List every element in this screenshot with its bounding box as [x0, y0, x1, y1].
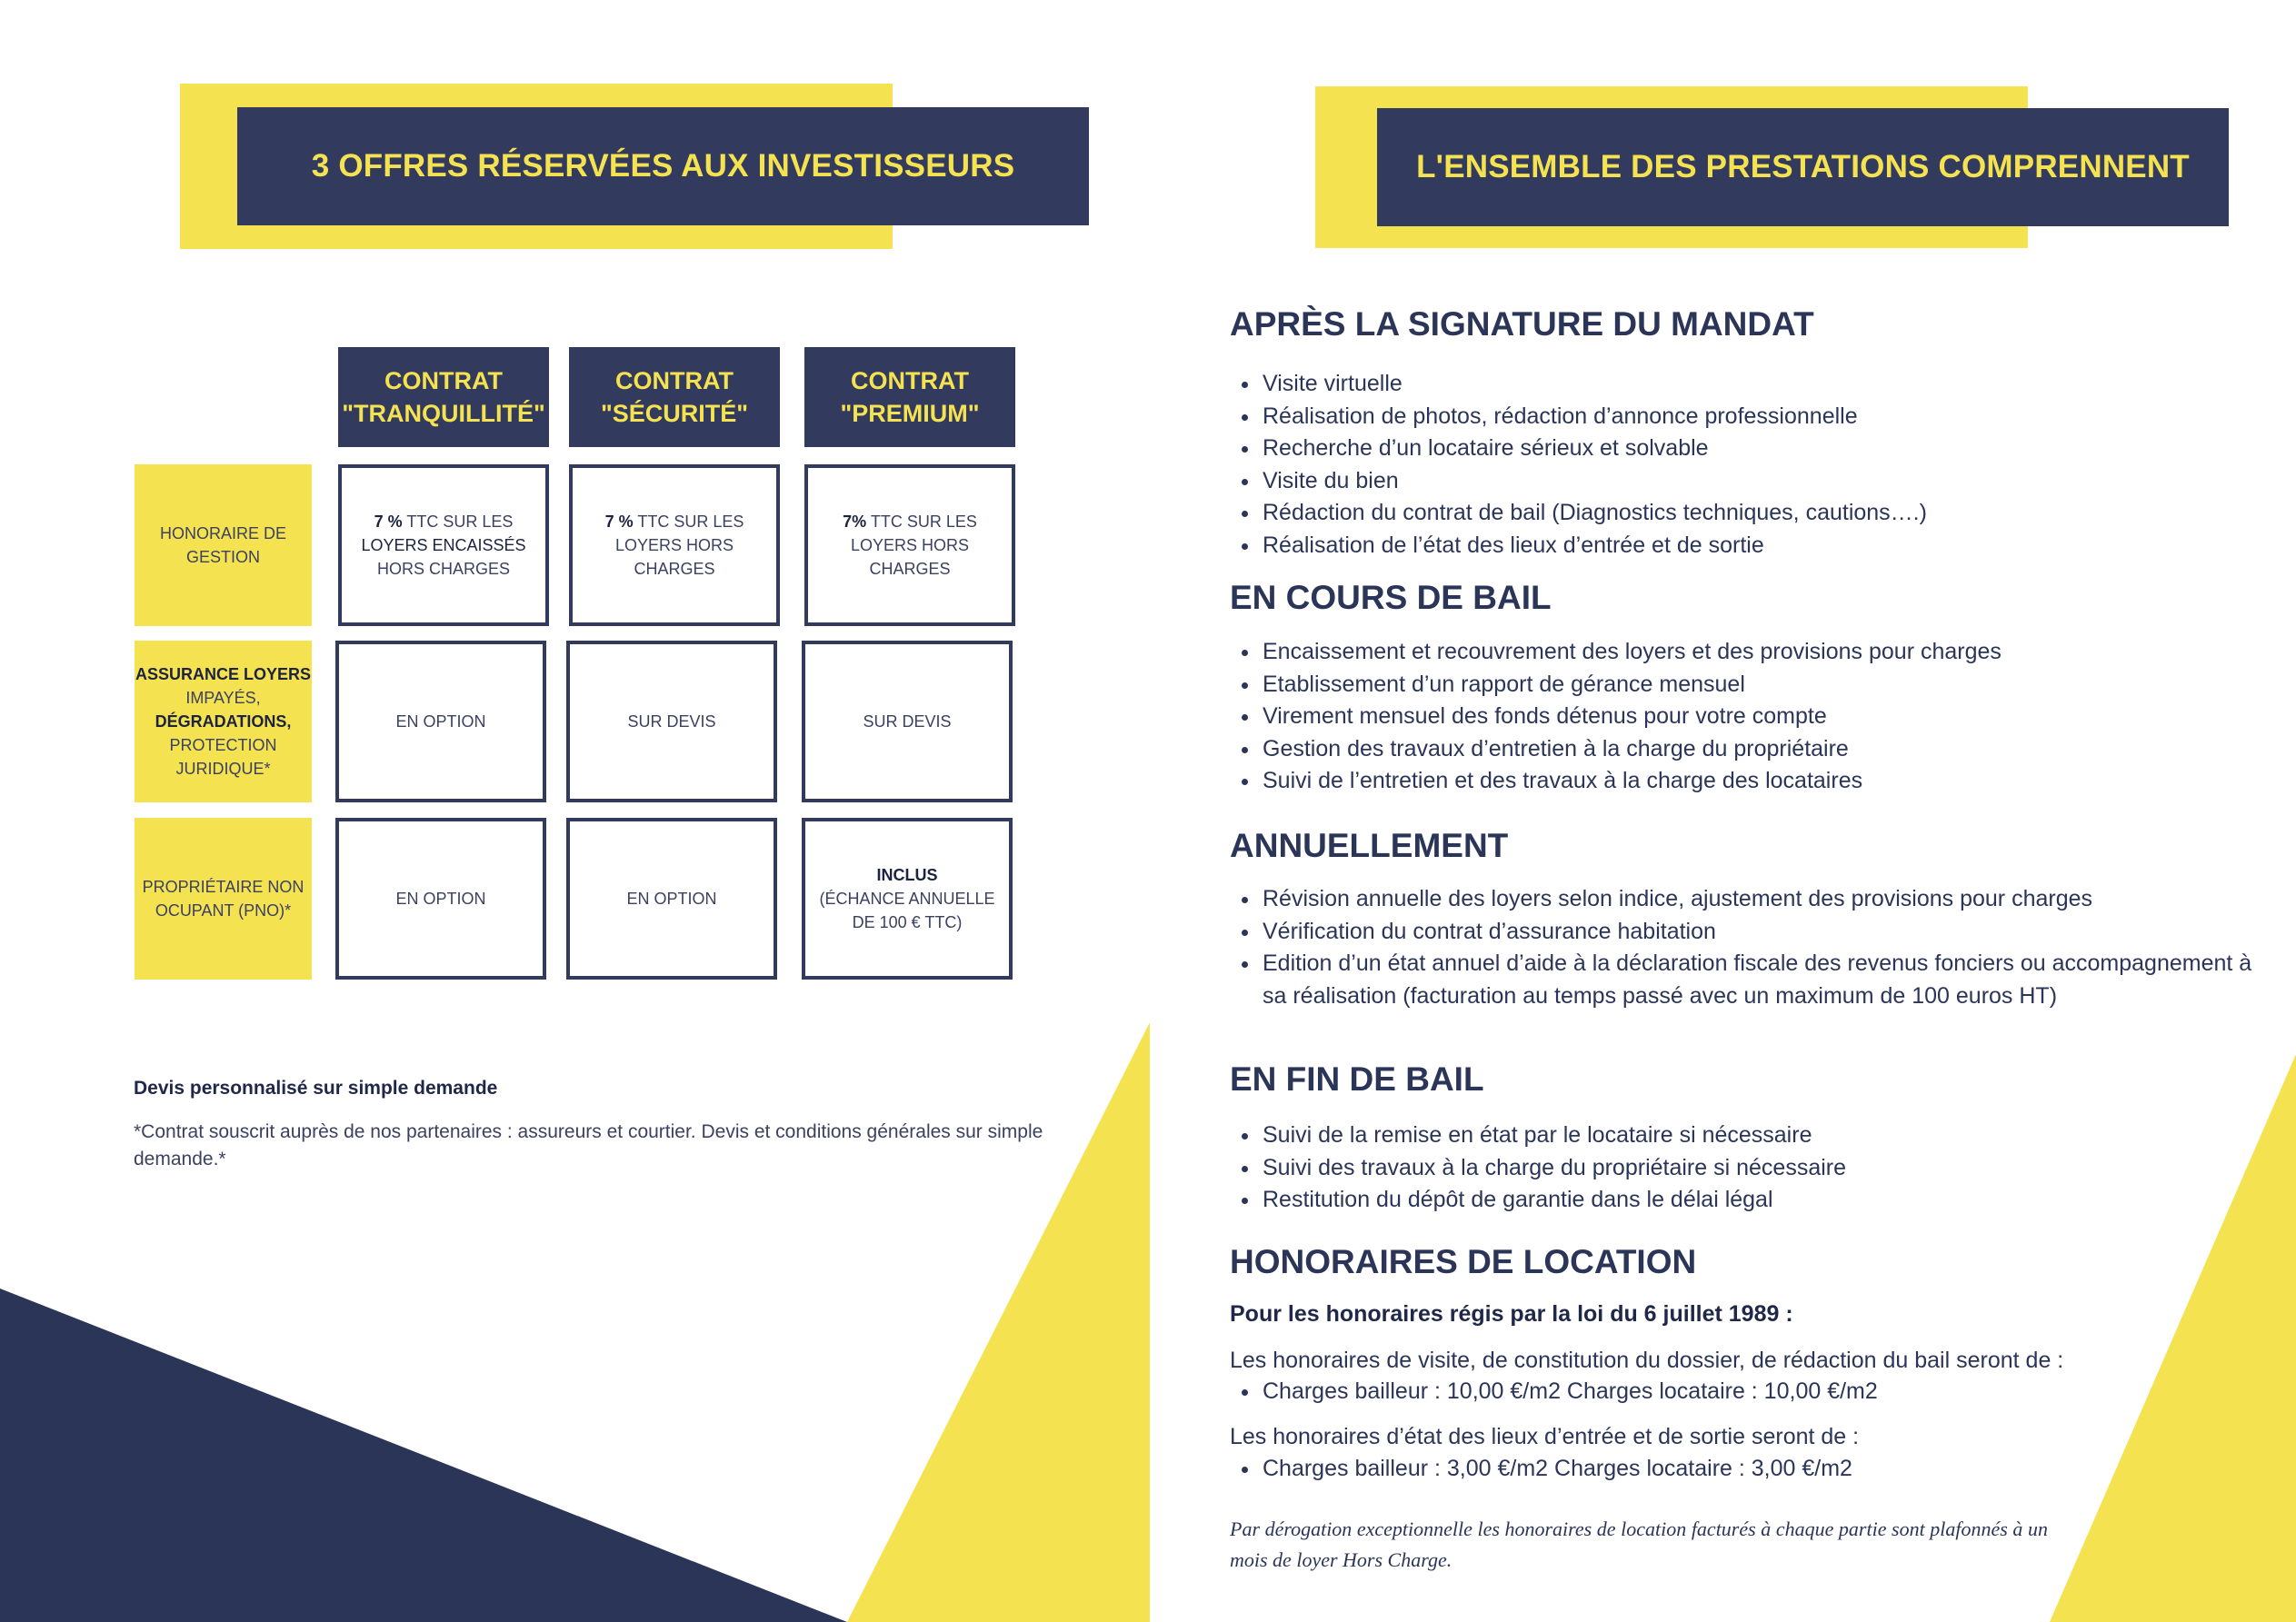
- list-item: • Visite virtuelle: [1261, 368, 2261, 401]
- section-list-fin-de-bail: [1230, 1119, 2261, 1217]
- list-item: • Recherche d’un locataire sérieux et solvable: [1261, 433, 2261, 465]
- row-header-pno: PROPRIÉTAIRE NON OCUPANT (PNO)*: [135, 818, 312, 980]
- cell-pno-securite: EN OPTION: [566, 818, 777, 980]
- cell-pno-premium: INCLUS (ÉCHANCE ANNUELLE DE 100 € TTC): [802, 818, 1013, 980]
- section-title-location: HONORAIRES DE LOCATION: [1230, 1243, 1697, 1280]
- footnote: *Contrat souscrit auprès de nos partenaires : assureurs et courtier. Devis et conditions générales sur simple demande.*: [134, 1121, 1043, 1169]
- list-item: • Suivi de la remise en état par le locataire si nécessaire: [1261, 1119, 2261, 1152]
- cell-assurance-premium: SUR DEVIS: [802, 641, 1013, 802]
- location-note: Par dérogation exceptionnelle les honoraires de location facturés à chaque partie sont plafonnés à un mois de loyer Hors Charge.: [1230, 1518, 2048, 1571]
- right-header-title: L'ENSEMBLE DES PRESTATIONS COMPRENNENT: [1416, 149, 2190, 184]
- left-header: [237, 107, 1089, 225]
- section-title-signature: APRÈS LA SIGNATURE DU MANDAT: [1230, 305, 1814, 343]
- devis-note: Devis personnalisé sur simple demande: [134, 1078, 498, 1099]
- location-list-1: [1230, 1376, 2261, 1408]
- location-para-2: Les honoraires d’état des lieux d’entrée et de sortie seront de :: [1230, 1424, 1860, 1449]
- list-item: • Charges bailleur : 10,00 €/m2 Charges locataire : 10,00 €/m2: [1261, 1376, 2261, 1408]
- list-item: • Suivi des travaux à la charge du propriétaire si nécessaire: [1261, 1152, 2261, 1185]
- location-subtitle: Pour les honoraires régis par la loi du 6 juillet 1989 :: [1230, 1301, 1793, 1327]
- list-item: • Rédaction du contrat de bail (Diagnostics techniques, cautions….): [1261, 497, 2261, 530]
- cell-honoraire-premium: 7% TTC SUR LES LOYERS HORS CHARGES: [804, 464, 1015, 626]
- left-header-title: 3 OFFRES RÉSERVÉES AUX INVESTISSEURS: [311, 148, 1015, 184]
- right-header: [1377, 108, 2229, 226]
- list-item: • Vérification du contrat d’assurance habitation: [1261, 916, 2261, 949]
- cell-pno-tranquillite: EN OPTION: [335, 818, 546, 980]
- section-list-signature: [1230, 368, 2261, 562]
- location-para-1: Les honoraires de visite, de constitution du dossier, de rédaction du bail seront de :: [1230, 1348, 2064, 1373]
- cell-honoraire-tranquillite: 7 % TTC SUR LES LOYERS ENCAISSÉS HORS CHARGES: [338, 464, 549, 626]
- section-list-annuellement: [1230, 883, 2261, 1012]
- section-title-annuellement: ANNUELLEMENT: [1230, 827, 1509, 864]
- list-item: • Etablissement d’un rapport de gérance mensuel: [1261, 669, 2261, 702]
- cell-assurance-securite: SUR DEVIS: [566, 641, 777, 802]
- yellow-triangle-left: [847, 1022, 1150, 1622]
- column-header-securite: CONTRAT "SÉCURITÉ": [569, 347, 780, 447]
- row-header-honoraire: HONORAIRE DE GESTION: [135, 464, 312, 626]
- location-list-2: [1230, 1453, 2261, 1486]
- list-item: • Visite du bien: [1261, 465, 2261, 498]
- list-item: • Réalisation de l’état des lieux d’entrée et de sortie: [1261, 530, 2261, 562]
- section-list-cours-de-bail: [1230, 636, 2261, 798]
- list-item: • Encaissement et recouvrement des loyers et des provisions pour charges: [1261, 636, 2261, 669]
- cell-honoraire-securite: 7 % TTC SUR LES LOYERS HORS CHARGES: [569, 464, 780, 626]
- list-item: • Restitution du dépôt de garantie dans le délai légal: [1261, 1184, 2261, 1217]
- list-item: • Suivi de l’entretien et des travaux à la charge des locataires: [1261, 765, 2261, 798]
- list-item: • Révision annuelle des loyers selon indice, ajustement des provisions pour charges: [1261, 883, 2261, 916]
- column-header-tranquillite: CONTRAT "TRANQUILLITÉ": [338, 347, 549, 447]
- list-item: • Virement mensuel des fonds détenus pour votre compte: [1261, 701, 2261, 733]
- column-header-premium: CONTRAT "PREMIUM": [804, 347, 1015, 447]
- list-item: • Gestion des travaux d’entretien à la charge du propriétaire: [1261, 733, 2261, 766]
- section-title-cours-de-bail: EN COURS DE BAIL: [1230, 579, 1552, 616]
- list-item: • Réalisation de photos, rédaction d’annonce professionnelle: [1261, 401, 2261, 433]
- list-item: • Charges bailleur : 3,00 €/m2 Charges locataire : 3,00 €/m2: [1261, 1453, 2261, 1486]
- navy-triangle: [0, 1289, 847, 1622]
- section-title-fin-de-bail: EN FIN DE BAIL: [1230, 1060, 1484, 1098]
- row-header-assurance: ASSURANCE LOYERS IMPAYÉS, DÉGRADATIONS, PROTECTION JURIDIQUE*: [135, 641, 312, 802]
- cell-assurance-tranquillite: EN OPTION: [335, 641, 546, 802]
- list-item: • Edition d’un état annuel d’aide à la déclaration fiscale des revenus fonciers ou accompagnement à sa réalisation (facturation au temps passé avec un maximum de 100 euros HT): [1261, 948, 2261, 1012]
